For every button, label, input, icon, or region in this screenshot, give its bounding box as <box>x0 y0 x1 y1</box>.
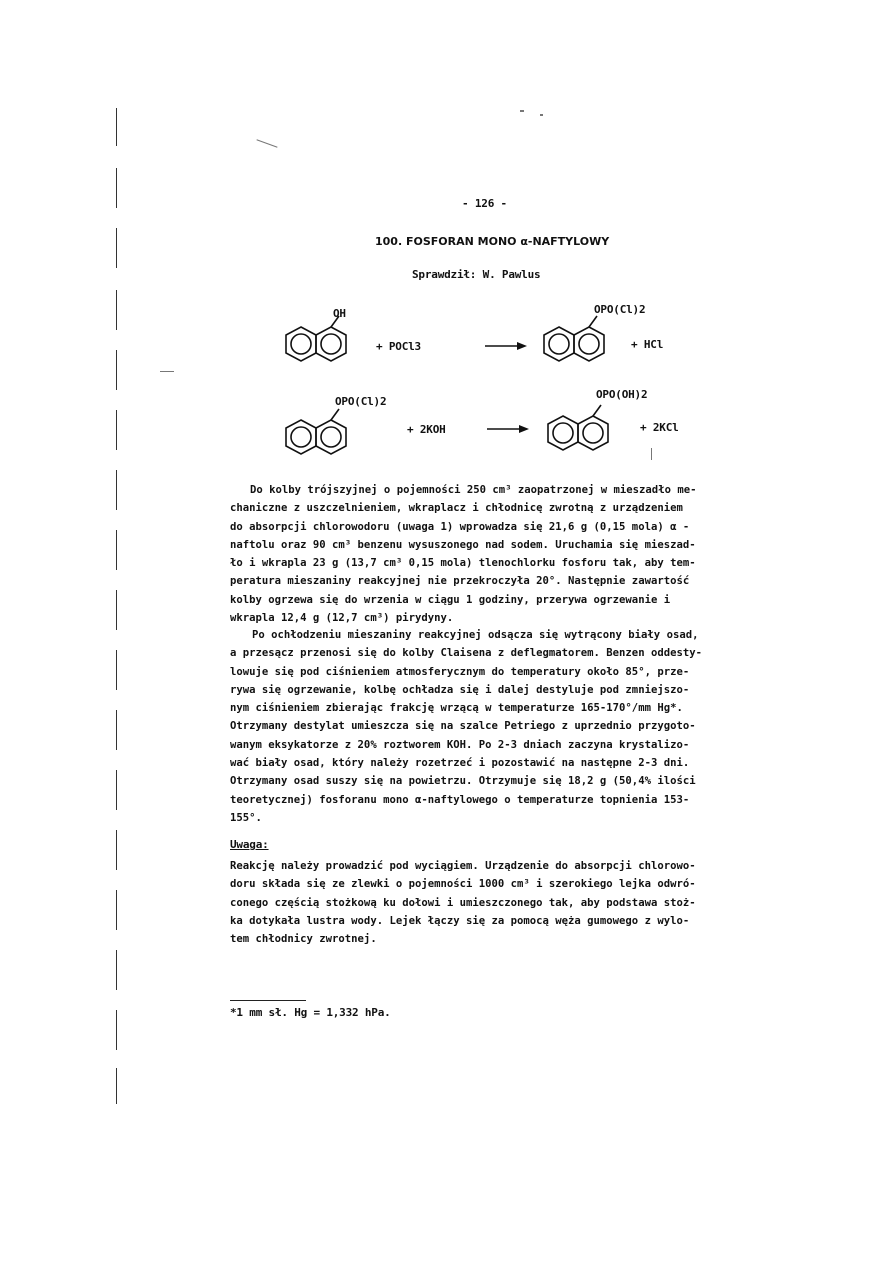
binder-mark <box>116 590 127 630</box>
text-line: Otrzymany osad suszy się na powietrzu. Otrzymuje się 18,2 g (50,4% ilości <box>230 775 696 788</box>
reaction-arrow <box>487 423 529 435</box>
text-line: a przesącz przenosi się do kolby Claisena z deflegmatorem. Benzen oddesty- <box>230 647 702 660</box>
note-body <box>230 857 750 948</box>
text-line: ło i wkrapla 23 g (13,7 cm³ 0,15 mola) tlenochlorku fosforu tak, aby tem- <box>230 557 696 570</box>
text-line: Reakcję należy prowadzić pod wyciągiem. Urządzenie do absorpcji chlorowo- <box>230 860 696 872</box>
text-line: chaniczne z uszczelnieniem, wkraplacz i chłodnicę zwrotną z urządzeniem <box>230 502 683 515</box>
binder-mark <box>116 228 127 268</box>
naphthalene-structure <box>283 322 355 372</box>
text-line: rywa się ogrzewanie, kolbę ochładza się i dalej destyluje pod zmniejszo- <box>230 683 690 696</box>
text-line: wać biały osad, który należy rozetrzeć i pozostawić na następne 2-3 dni. <box>230 757 690 770</box>
text-line: naftolu oraz 90 cm³ benzenu wysuszonego nad sodem. Uruchamia się mieszad- <box>230 538 696 551</box>
paragraph-workup <box>230 626 750 827</box>
text-line: Otrzymany destylat umieszcza się na szalce Petriego z uprzednio przygoto- <box>230 720 696 733</box>
binder-mark <box>116 950 127 990</box>
binder-mark <box>116 890 127 930</box>
binder-mark <box>116 1068 127 1104</box>
binder-mark <box>116 770 127 810</box>
binder-mark <box>116 470 127 510</box>
reactant-substituent: OPO(Cl)2 <box>335 395 387 408</box>
text-line: Do kolby trójszyjnej o pojemności 250 cm³ zaopatrzonej w mieszadło me- <box>250 484 697 496</box>
binder-mark <box>116 350 127 390</box>
text-line: doru składa się ze zlewki o pojemności 1000 cm³ i szerokiego lejka odwró- <box>230 878 696 891</box>
text-line: nym ciśnieniem zbierając frakcję wrzącą w temperaturze 165-170°/mm Hg*. <box>230 702 683 715</box>
byproduct: + 2KCl <box>640 421 679 434</box>
byproduct: + HCl <box>631 338 664 351</box>
text-line: conego częścią stożkową ku dołowi i umieszczonego tak, aby podstawa stoż- <box>230 896 696 909</box>
binder-mark <box>116 710 127 750</box>
naphthalene-structure <box>545 411 617 461</box>
reagent: + POCl3 <box>376 340 421 353</box>
paragraph-procedure <box>230 481 750 627</box>
text-line: do absorpcji chlorowodoru (uwaga 1) wprowadza się 21,6 g (0,15 mola) α - <box>230 520 690 533</box>
binder-mark <box>116 290 127 330</box>
scan-speck <box>520 110 524 112</box>
scan-speck <box>256 139 277 147</box>
naphthalene-structure <box>283 415 355 465</box>
scan-speck <box>160 371 174 372</box>
binder-mark <box>116 530 127 570</box>
text-line: lowuje się pod ciśnieniem atmosferycznym do temperatury około 85°, prze- <box>230 665 690 678</box>
binder-mark <box>116 108 127 146</box>
text-line: 155°. <box>230 811 262 824</box>
page-title: 100. FOSFORAN MONO α-NAFTYLOWY <box>375 235 610 248</box>
footnote: *1 mm sł. Hg = 1,332 hPa. <box>230 1006 391 1019</box>
naphthalene-structure <box>541 322 613 372</box>
scan-speck <box>540 114 543 116</box>
product-substituent: OPO(Cl)2 <box>594 303 646 316</box>
page-number: - 126 - <box>462 197 507 210</box>
checked-by: Sprawdził: W. Pawlus <box>412 268 541 281</box>
scan-speck <box>651 448 652 460</box>
text-line: tem chłodnicy zwrotnej. <box>230 933 377 946</box>
footnote-rule <box>230 1000 306 1001</box>
text-line: kolby ogrzewa się do wrzenia w ciągu 1 godziny, przerywa ogrzewanie i <box>230 593 671 606</box>
binder-mark <box>116 830 127 870</box>
text-line: peratura mieszaniny reakcyjnej nie przekroczyła 20°. Następnie zawartość <box>230 575 690 588</box>
binder-mark <box>116 410 127 450</box>
product-substituent: OPO(OH)2 <box>596 388 648 401</box>
text-line: wanym eksykatorze z 20% roztworem KOH. Po 2-3 dniach zaczyna krystalizo- <box>230 738 690 751</box>
text-line: teoretycznej) fosforanu mono α-naftylowego o temperaturze topnienia 153- <box>230 793 690 806</box>
binder-mark <box>116 168 127 208</box>
text-line: Po ochłodzeniu mieszaniny reakcyjnej odsącza się wytrącony biały osad, <box>252 629 699 641</box>
binder-mark <box>116 1010 127 1050</box>
binder-mark <box>116 650 127 690</box>
text-line: ka dotykała lustra wody. Lejek łączy się za pomocą węża gumowego z wylo- <box>230 914 690 927</box>
text-line: wkrapla 12,4 g (12,7 cm³) pirydyny. <box>230 612 454 625</box>
reactant-substituent: OH <box>333 307 346 320</box>
note-heading: Uwaga: <box>230 838 269 851</box>
reaction-arrow <box>485 340 527 352</box>
reagent: + 2KOH <box>407 423 446 436</box>
